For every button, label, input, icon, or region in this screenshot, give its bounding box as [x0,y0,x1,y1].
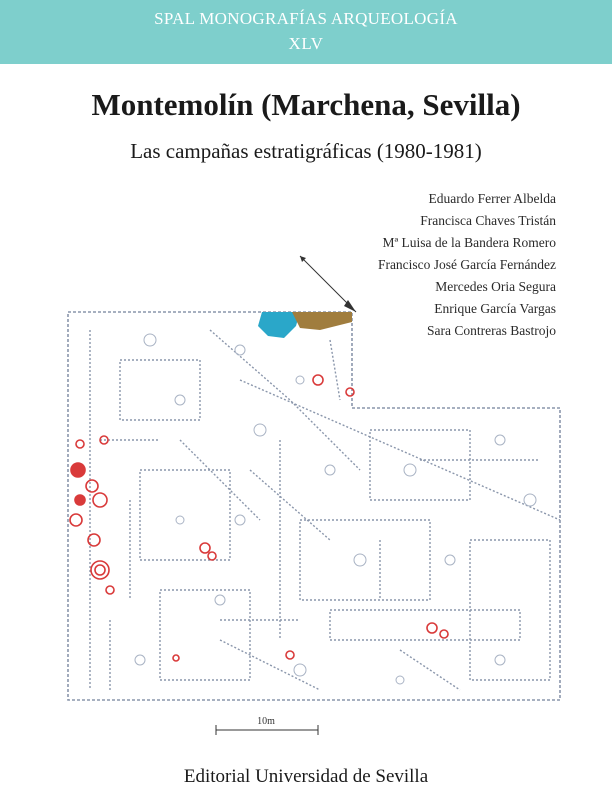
highlighted-features [70,375,448,661]
author-name: Mª Luisa de la Bandera Romero [382,235,556,250]
author-name: Francisco José García Fernández [377,257,556,272]
author-name: Mercedes Oria Segura [435,279,556,294]
author-list [236,188,556,342]
publisher-name: Editorial Universidad de Sevilla [183,766,429,787]
author-name: Eduardo Ferrer Albelda [428,191,556,206]
scale-label: 10m [257,716,275,727]
volume-number: XLV [288,34,324,53]
series-title: SPAL MONOGRAFÍAS ARQUEOLOGÍA [154,9,458,28]
author-name: Francisca Chaves Tristán [420,213,556,228]
minor-features [135,334,536,684]
book-title: Montemolín (Marchena, Sevilla) [91,87,521,122]
book-subtitle: Las campañas estratigráficas (1980-1981) [130,139,482,163]
author-name: Sara Contreras Bastrojo [427,323,556,338]
author-name: Enrique García Vargas [434,301,556,316]
excavated-walls [90,330,560,690]
